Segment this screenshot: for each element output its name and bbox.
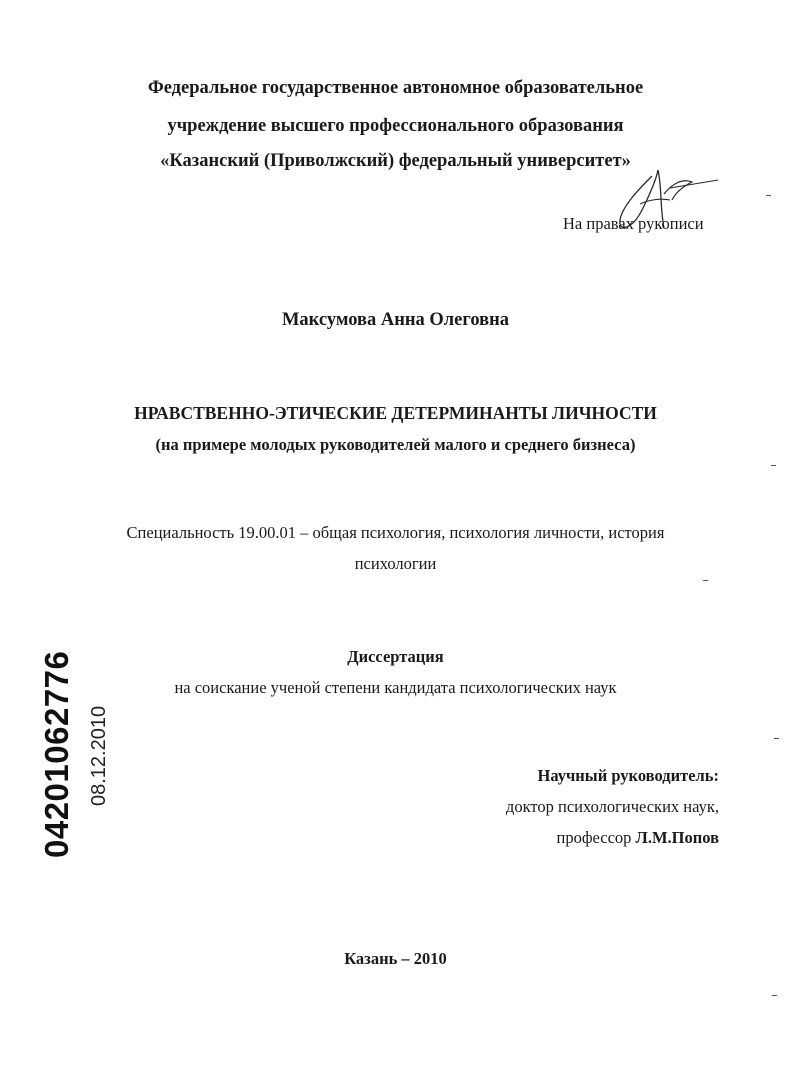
handwritten-signature xyxy=(600,158,730,248)
specialty-line-1: Специальность 19.00.01 – общая психология, психология личности, история xyxy=(126,523,665,542)
stamp-number: 04201062776 xyxy=(38,650,75,858)
supervisor-degree: доктор психологических наук, xyxy=(505,797,719,816)
supervisor-name: Л.М.Попов xyxy=(635,828,719,847)
dissertation-subtitle: (на примере молодых руководителей малого и среднего бизнеса) xyxy=(155,435,636,454)
institution-line-1: Федеральное государственное автономное образовательное xyxy=(147,78,644,98)
manuscript-note: На правах рукописи xyxy=(563,214,704,233)
scan-speck xyxy=(766,195,771,196)
scan-speck xyxy=(774,738,779,739)
document-type: Диссертация xyxy=(347,647,444,666)
scan-speck xyxy=(703,580,708,581)
supervisor-title: профессор xyxy=(556,828,632,847)
institution-line-3: «Казанский (Приволжский) федеральный университет» xyxy=(160,151,631,171)
city-year: Казань – 2010 xyxy=(344,949,447,968)
scan-speck xyxy=(771,465,776,466)
supervisor-heading: Научный руководитель: xyxy=(537,766,719,785)
specialty-line-2: психологии xyxy=(354,554,437,573)
library-stamp xyxy=(20,640,110,860)
institution-line-2: учреждение высшего профессионального образования xyxy=(167,116,624,136)
dissertation-title: НРАВСТВЕННО-ЭТИЧЕСКИЕ ДЕТЕРМИНАНТЫ ЛИЧНОСТИ xyxy=(134,403,657,423)
degree-purpose: на соискание ученой степени кандидата психологических наук xyxy=(174,678,617,697)
supervisor-line xyxy=(557,830,720,847)
scan-speck xyxy=(772,995,777,996)
author-name: Максумова Анна Олеговна xyxy=(281,310,510,330)
stamp-date: 08.12.2010 xyxy=(88,705,110,806)
